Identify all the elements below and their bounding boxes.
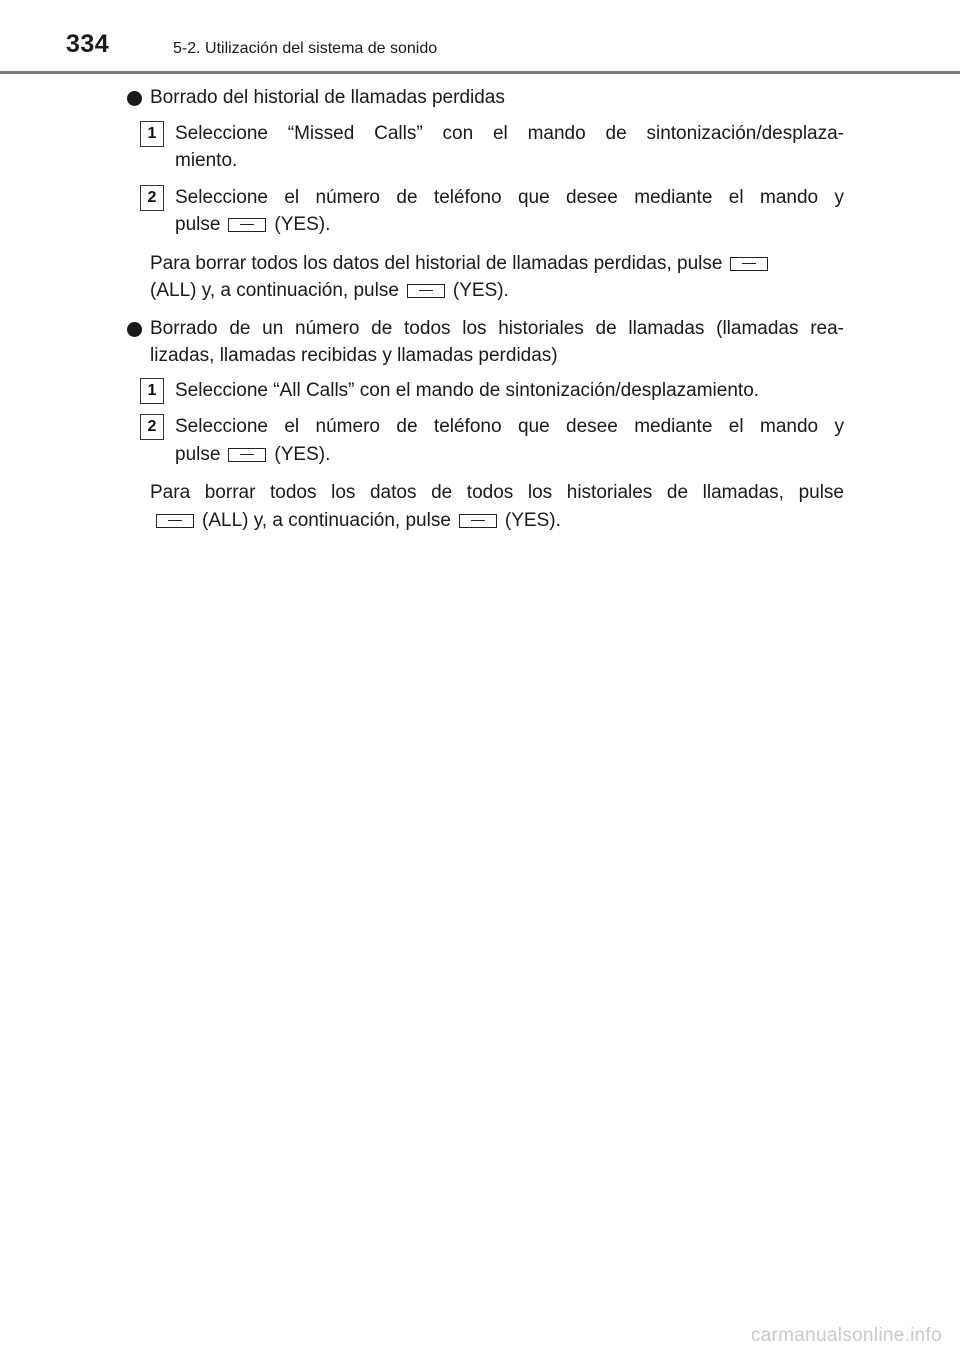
- pulse-text: pulse: [175, 444, 221, 465]
- step-number-badge: 2: [140, 185, 164, 211]
- bullet-icon: [127, 322, 142, 337]
- note-text: Para borrar todos los datos del historial de llamadas perdidas, pulse: [150, 253, 723, 274]
- yes-button-icon: [459, 514, 497, 528]
- page-header: [0, 0, 960, 78]
- bullet-icon: [127, 91, 142, 106]
- section2-step1-line1: Seleccione “All Calls” con el mando de sintonización/desplazamiento.: [175, 380, 760, 401]
- note-text: (ALL) y, a continuación, pulse: [202, 510, 451, 531]
- section1-step1-line1: Seleccione “Missed Calls” con el mando de sintonización/desplaza-: [175, 123, 844, 144]
- section1-step2-line2: [175, 212, 330, 238]
- section2-step2-line2: [175, 442, 330, 468]
- step-number-badge: 2: [140, 414, 164, 440]
- all-button-icon: [730, 257, 768, 271]
- section2-heading-line1: Borrado de un número de todos los historiales de llamadas (llamadas rea-: [150, 318, 844, 339]
- section1-step1-line2: miento.: [175, 150, 238, 171]
- watermark: carmanualsonline.info: [750, 1325, 942, 1346]
- section1-heading: Borrado del historial de llamadas perdidas: [150, 87, 505, 108]
- all-button-icon: [156, 514, 194, 528]
- section2-note-line1: Para borrar todos los datos de todos los historiales de llamadas, pulse: [150, 482, 844, 503]
- yes-label: (YES).: [274, 444, 331, 465]
- section-title: 5-2. Utilización del sistema de sonido: [173, 40, 438, 57]
- header-rule: [0, 71, 960, 74]
- section1-step2-line1: Seleccione el número de teléfono que desee mediante el mando y: [175, 187, 844, 208]
- note-text: (ALL) y, a continuación, pulse: [150, 280, 399, 301]
- section2-note-line2: [150, 508, 561, 534]
- page-number: 334: [66, 30, 110, 58]
- section2-step2-line1: Seleccione el número de teléfono que desee mediante el mando y: [175, 416, 844, 437]
- yes-label: (YES).: [504, 510, 561, 531]
- step-number-badge: 1: [140, 378, 164, 404]
- yes-label: (YES).: [452, 280, 509, 301]
- section2-heading-line2: lizadas, llamadas recibidas y llamadas perdidas): [150, 345, 558, 366]
- step-number-badge: 1: [140, 121, 164, 147]
- yes-button-icon: [228, 218, 266, 232]
- pulse-text: pulse: [175, 214, 221, 235]
- yes-button-icon: [228, 448, 266, 462]
- section1-note-line1: [150, 251, 776, 277]
- section1-note-line2: [150, 278, 509, 304]
- yes-label: (YES).: [274, 214, 331, 235]
- yes-button-icon: [407, 284, 445, 298]
